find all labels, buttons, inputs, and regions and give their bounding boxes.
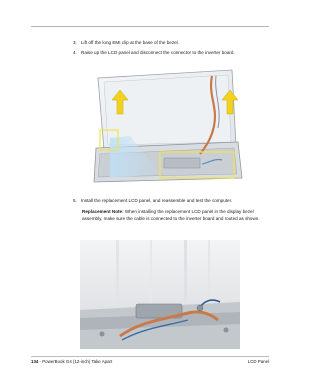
step-text: Lift off the long EMI clip at the base of the bezel. <box>81 40 179 45</box>
step-text: Install the replacement LCD panel, and reassemble and test the computer. <box>81 198 233 203</box>
footer-section: LCD Panel <box>247 359 269 364</box>
page-number: 134 <box>31 359 39 364</box>
replacement-note <box>82 208 262 222</box>
lcd-panel-disconnect-photo <box>90 66 245 186</box>
step-4 <box>73 50 235 56</box>
step-3 <box>73 40 179 46</box>
step-number: 3. <box>73 40 77 45</box>
step-number: 4. <box>73 50 77 55</box>
footer-rule <box>31 356 269 357</box>
step-5 <box>73 198 232 204</box>
note-text: When installing the replacement LCD panel in the display bezel assembly, make sure the cable is connected to the inverter board and routed as shown. <box>82 209 260 221</box>
step-number: 5. <box>73 198 77 203</box>
footer-title <box>31 359 112 365</box>
cable-routing-photo <box>80 240 240 349</box>
header-rule <box>31 26 269 27</box>
note-label: Replacement Note: <box>82 209 124 214</box>
step-text: Raise up the LCD panel and disconnect the connector to the inverter board. <box>81 50 235 55</box>
doc-title: - PowerBook G4 (12-inch) Take Apart <box>38 359 113 364</box>
